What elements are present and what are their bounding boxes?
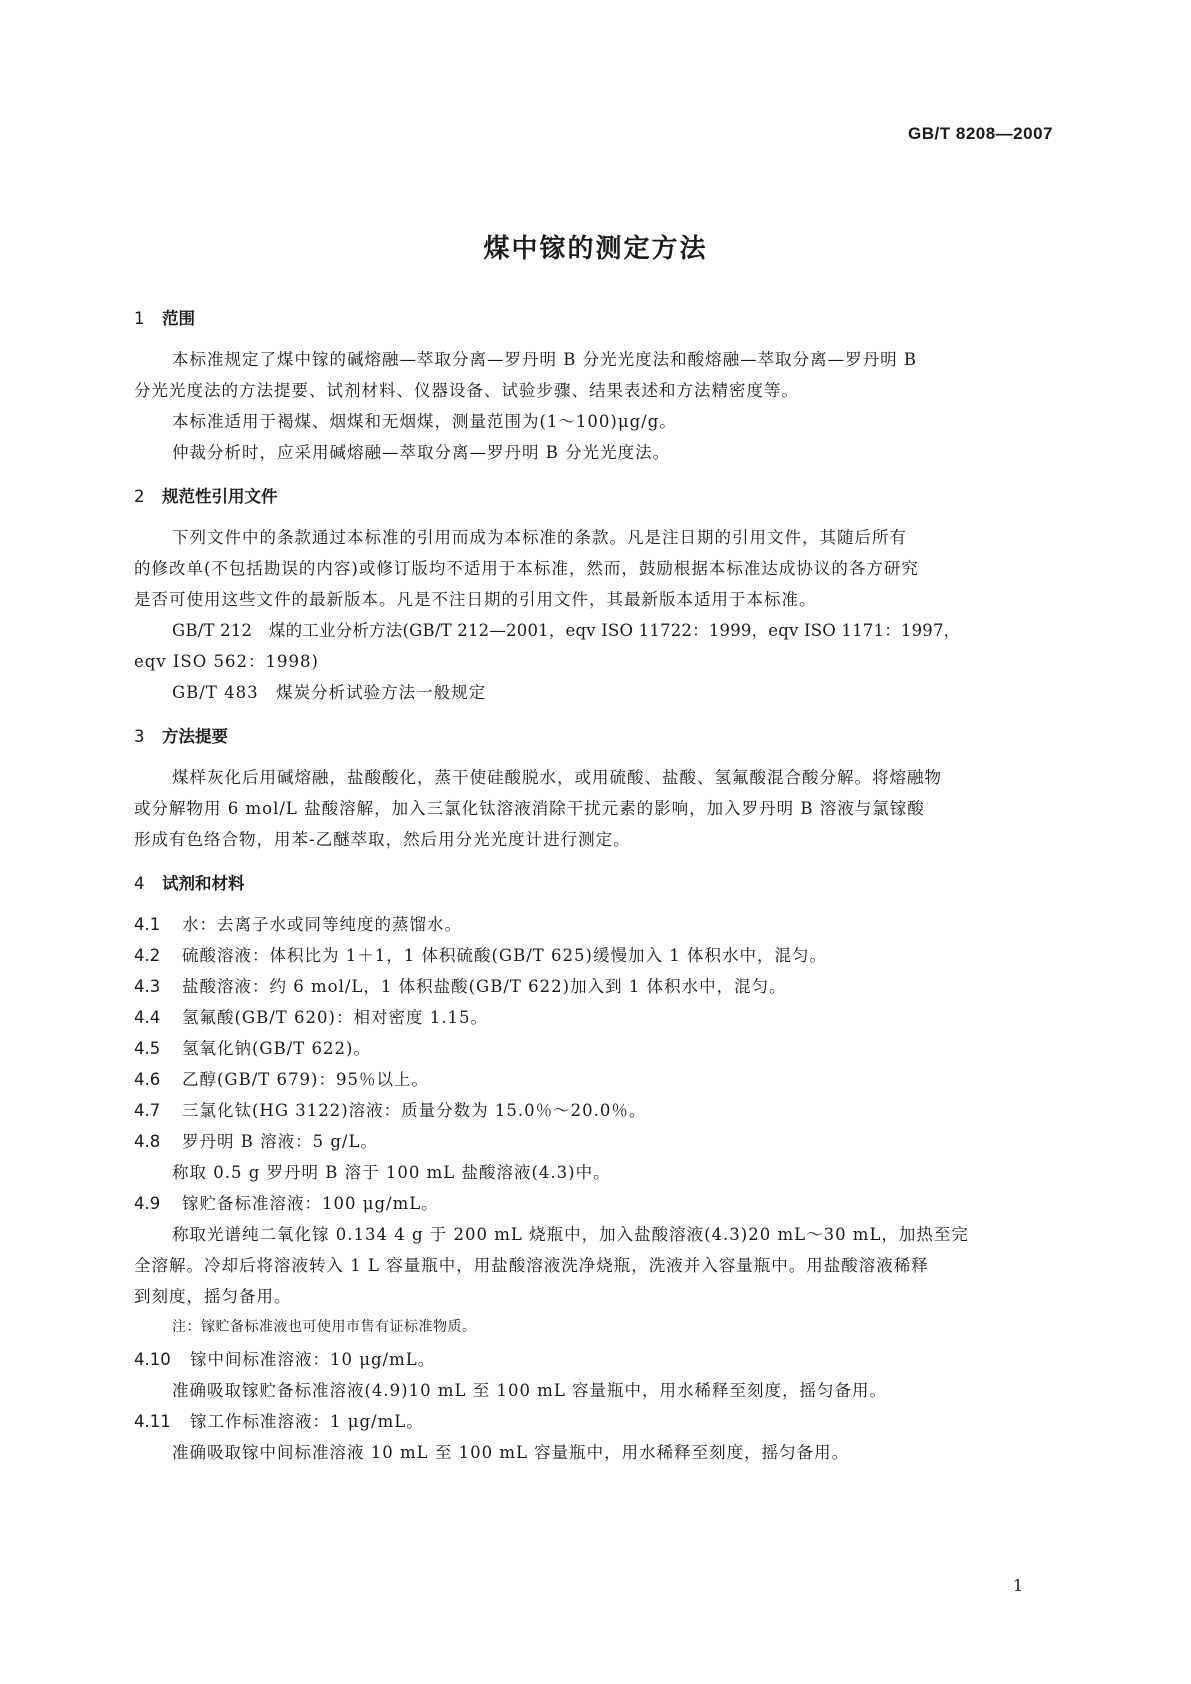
list-item [134,1004,488,1028]
item-detail: 全溶解。冷却后将溶液转入 1 L 容量瓶中，用盐酸溶液洗净烧瓶，洗液并入容量瓶中。用盐酸溶液稀释 [134,1256,929,1275]
section-number: 4 [134,874,145,893]
paragraph-line: 的修改单(不包括勘误的内容)或修订版均不适用于本标准，然而，鼓励根据本标准达成协议的各方研究 [134,559,919,578]
list-item [134,1190,439,1214]
item-detail: 准确吸取镓中间标准溶液 10 mL 至 100 mL 容量瓶中，用水稀释至刻度，摇匀备用。 [172,1443,850,1462]
paragraph-line: 本标准适用于褐煤、烟煤和无烟煤，测量范围为(1～100)μg/g。 [172,412,677,431]
paragraph-line: 下列文件中的条款通过本标准的引用而成为本标准的条款。凡是注日期的引用文件，其随后所有 [172,528,907,547]
section-number: 2 [134,487,145,506]
item-number: 4.9 [134,1194,161,1213]
item-detail: 准确吸取镓贮备标准溶液(4.9)10 mL 至 100 mL 容量瓶中，用水稀释至刻度，摇匀备用。 [172,1381,888,1400]
paragraph-line: 分光光度法的方法提要、试剂材料、仪器设备、试验步骤、结果表述和方法精密度等。 [134,381,799,400]
item-text: 乙醇(GB/T 679)：95％以上。 [182,1070,429,1089]
paragraph-line: 是否可使用这些文件的最新版本。凡是不注日期的引用文件，其最新版本适用于本标准。 [134,590,817,609]
section-title: 范围 [162,309,195,328]
list-item [134,1035,371,1059]
paragraph-line: 本标准规定了煤中镓的碱熔融—萃取分离—罗丹明 B 分光光度法和酸熔融—萃取分离—罗丹明 B [172,350,917,369]
item-detail: 称取 0.5 g 罗丹明 B 溶于 100 mL 盐酸溶液(4.3)中。 [172,1163,611,1182]
section-4-heading [134,870,245,894]
item-text: 镓工作标准溶液：1 μg/mL。 [190,1412,424,1431]
page-number: 1 [1012,1576,1023,1595]
list-item [134,973,787,997]
item-number: 4.10 [134,1350,171,1369]
item-text: 三氯化钛(HG 3122)溶液：质量分数为 15.0％～20.0％。 [182,1101,647,1120]
item-number: 4.1 [134,915,161,934]
paragraph-line: 或分解物用 6 mol/L 盐酸溶解，加入三氯化钛溶液消除干扰元素的影响，加入罗丹明 B 溶液与氯镓酸 [134,799,925,818]
list-item [134,911,462,935]
reference-line: GB/T 212 煤的工业分析方法(GB/T 212—2001，eqv ISO 11722：1999，eqv ISO 1171：1997， [172,621,961,640]
paragraph-line: 仲裁分析时，应采用碱熔融—萃取分离—罗丹明 B 分光光度法。 [172,443,671,462]
section-1-heading [134,305,195,329]
paragraph-line: 煤样灰化后用碱熔融，盐酸酸化，蒸干使硅酸脱水，或用硫酸、盐酸、氢氟酸混合酸分解。将熔融物 [172,768,942,787]
section-2-heading [134,483,278,507]
item-number: 4.5 [134,1039,161,1058]
item-text: 盐酸溶液：约 6 mol/L，1 体积盐酸(GB/T 622)加入到 1 体积水中，混匀。 [182,977,787,996]
item-text: 镓中间标准溶液：10 μg/mL。 [190,1350,436,1369]
item-detail: 到刻度，摇匀备用。 [134,1287,292,1306]
list-item [134,1408,424,1432]
document-title: 煤中镓的测定方法 [483,234,708,264]
section-3-heading [134,723,228,747]
item-number: 4.11 [134,1412,171,1431]
section-title: 规范性引用文件 [162,487,278,506]
item-text: 水：去离子水或同等纯度的蒸馏水。 [182,915,462,934]
list-item [134,1097,646,1121]
item-number: 4.3 [134,977,161,996]
section-number: 3 [134,727,145,746]
item-detail: 称取光谱纯二氧化镓 0.134 4 g 于 200 mL 烧瓶中，加入盐酸溶液(4.3)20 mL～30 mL，加热至完 [172,1225,969,1244]
reference-line: GB/T 483 煤炭分析试验方法一般规定 [172,683,487,702]
section-title: 试剂和材料 [162,874,245,893]
item-text: 氢氟酸(GB/T 620)：相对密度 1.15。 [182,1008,488,1027]
list-item [134,1128,378,1152]
reference-line: eqv ISO 562：1998) [134,652,319,671]
section-title: 方法提要 [162,727,228,746]
list-item [134,942,827,966]
item-text: 氢氧化钠(GB/T 622)。 [182,1039,371,1058]
paragraph-line: 形成有色络合物，用苯-乙醚萃取，然后用分光光度计进行测定。 [134,830,631,849]
item-number: 4.4 [134,1008,161,1027]
item-number: 4.8 [134,1132,161,1151]
note: 注：镓贮备标准液也可使用市售有证标准物质。 [172,1319,477,1335]
item-number: 4.2 [134,946,161,965]
section-number: 1 [134,309,145,328]
standard-code: GB/T 8208—2007 [908,124,1053,143]
item-text: 罗丹明 B 溶液：5 g/L。 [182,1132,378,1151]
list-item [134,1066,429,1090]
item-number: 4.6 [134,1070,161,1089]
item-text: 镓贮备标准溶液：100 μg/mL。 [182,1194,439,1213]
list-item [134,1346,435,1370]
item-number: 4.7 [134,1101,161,1120]
item-text: 硫酸溶液：体积比为 1＋1，1 体积硫酸(GB/T 625)缓慢加入 1 体积水中，混匀。 [182,946,827,965]
